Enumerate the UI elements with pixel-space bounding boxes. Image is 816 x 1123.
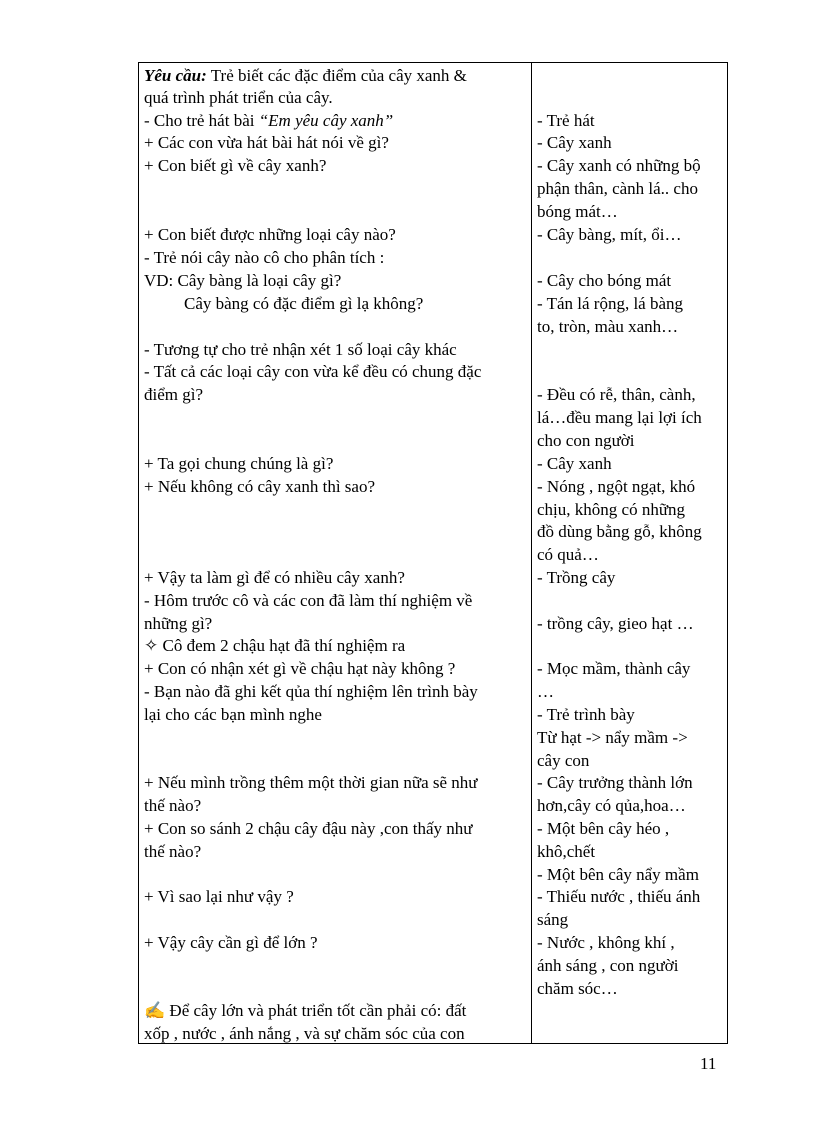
right-line: - Cây xanh	[537, 133, 612, 152]
left-line: - Tương tự cho trẻ nhận xét 1 số loại cây khác	[144, 340, 457, 359]
right-line: đồ dùng bằng gỗ, không	[537, 522, 702, 541]
right-line: khô,chết	[537, 842, 596, 861]
right-line: phận thân, cành lá.. cho	[537, 179, 698, 198]
right-line: chịu, không có những	[537, 500, 686, 519]
right-line: - Nóng , ngột ngạt, khó	[537, 477, 696, 496]
left-line: + Con biết được những loại cây nào?	[144, 225, 396, 244]
left-line: - Tất cả các loại cây con vừa kể đều có chung đặc	[144, 362, 482, 381]
left-line: VD: Cây bàng là loại cây gì?	[144, 271, 342, 290]
right-line: - Cây cho bóng mát	[537, 271, 672, 290]
right-line: - Một bên cây nẩy mầm	[537, 865, 699, 884]
right-line: - Một bên cây héo ,	[537, 819, 670, 838]
left-line: thế nào?	[144, 796, 202, 815]
right-line: - Tán lá rộng, lá bàng	[537, 294, 684, 313]
left-line: + Con so sánh 2 chậu cây đậu này ,con thấy như	[144, 819, 473, 838]
right-line: - Cây xanh	[537, 454, 612, 473]
right-line: có quả…	[537, 545, 599, 564]
left-line: Cây bàng có đặc điểm gì lạ không?	[184, 294, 424, 313]
song-line	[144, 110, 393, 132]
left-line: điểm gì?	[144, 385, 204, 404]
left-line: + Con biết gì về cây xanh?	[144, 156, 327, 175]
left-line: - Bạn nào đã ghi kết qủa thí nghiệm lên trình bày	[144, 682, 478, 701]
right-line: - Trẻ hát	[537, 111, 595, 130]
left-line: ✍ Để cây lớn và phát triển tốt cần phải có: đất	[144, 1001, 467, 1020]
right-line: lá…đều mang lại lợi ích	[537, 408, 702, 427]
left-line: + Vì sao lại như vậy ?	[144, 887, 294, 906]
right-line: - Cây bàng, mít, ổi…	[537, 225, 682, 244]
left-line: + Nếu không có cây xanh thì sao?	[144, 477, 375, 496]
right-line: - Trẻ trình bày	[537, 705, 635, 724]
right-line: - trồng cây, gieo hạt …	[537, 614, 694, 633]
left-line: + Các con vừa hát bài hát nói về gì?	[144, 133, 389, 152]
left-line: ✧ Cô đem 2 chậu hạt đã thí nghiệm ra	[144, 636, 406, 655]
right-line: Từ hạt -> nẩy mầm ->	[537, 728, 688, 747]
right-line: bóng mát…	[537, 202, 618, 221]
left-line: + Con có nhận xét gì về chậu hạt này không ?	[144, 659, 456, 678]
right-line: - Thiếu nước , thiếu ánh	[537, 887, 701, 906]
right-line: ánh sáng , con người	[537, 956, 679, 975]
lesson-table	[138, 62, 728, 1044]
requirement-text: Trẻ biết các đặc điểm của cây xanh &	[206, 66, 467, 85]
song-title: “Em yêu cây xanh”	[258, 111, 394, 130]
song-prefix: - Cho trẻ hát bài	[144, 111, 259, 130]
right-line: - Đều có rễ, thân, cành,	[537, 385, 696, 404]
right-line: sáng	[537, 910, 569, 929]
left-line: - Trẻ nói cây nào cô cho phân tích :	[144, 248, 385, 267]
right-line: - Nước , không khí ,	[537, 933, 675, 952]
left-line: + Vậy cây cần gì để lớn ?	[144, 933, 318, 952]
left-line: - Hôm trước cô và các con đã làm thí nghiệm về	[144, 591, 473, 610]
right-line: cho con người	[537, 431, 635, 450]
left-line: xốp , nước , ánh nắng , và sự chăm sóc của con	[144, 1024, 465, 1043]
left-line: + Nếu mình trồng thêm một thời gian nữa sẽ như	[144, 773, 478, 792]
left-line: quá trình phát triển của cây.	[144, 88, 333, 107]
left-line: lại cho các bạn mình nghe	[144, 705, 322, 724]
right-line: - Cây xanh có những bộ	[537, 156, 701, 175]
right-line: …	[537, 682, 554, 701]
right-line: to, tròn, màu xanh…	[537, 317, 679, 336]
left-line: + Vậy ta làm gì để có nhiều cây xanh?	[144, 568, 405, 587]
right-line: cây con	[537, 751, 590, 770]
right-line: hơn,cây có qủa,hoa…	[537, 796, 686, 815]
column-divider	[531, 63, 532, 1043]
requirement-label: Yêu cầu:	[144, 66, 207, 85]
requirement-line	[144, 65, 467, 87]
page-number: 11	[700, 1054, 717, 1073]
right-line: - Mọc mầm, thành cây	[537, 659, 691, 678]
right-line: chăm sóc…	[537, 979, 618, 998]
left-line: thế nào?	[144, 842, 202, 861]
right-line: - Trồng cây	[537, 568, 616, 587]
left-line: những gì?	[144, 614, 213, 633]
left-line: + Ta gọi chung chúng là gì?	[144, 454, 334, 473]
right-line: - Cây trưởng thành lớn	[537, 773, 693, 792]
